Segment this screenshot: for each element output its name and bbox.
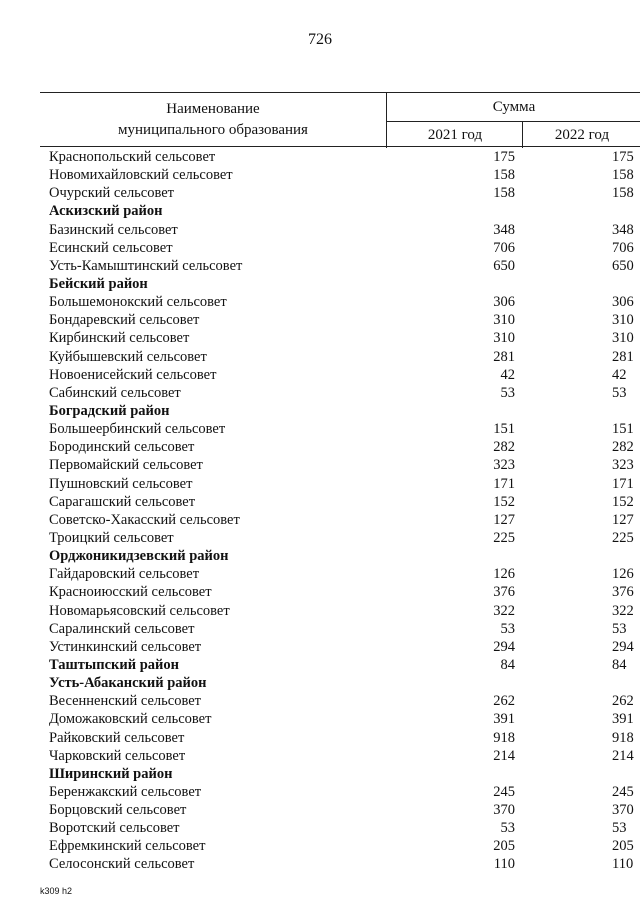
row-value-2022: 282 (612, 439, 634, 456)
row-name: Троицкий сельсовет (49, 529, 174, 546)
row-value-2022: 53 (612, 384, 627, 401)
district-row (0, 765, 640, 783)
row-value-2021: 323 (493, 457, 515, 474)
row-name: Сабинский сельсовет (49, 384, 181, 401)
row-value-2022: 918 (612, 729, 634, 746)
row-name: Куйбышевский сельсовет (49, 348, 207, 365)
row-value-2022: 53 (612, 820, 627, 837)
row-name: Орджоникидзевский район (49, 548, 229, 565)
row-value-2021: 171 (493, 475, 515, 492)
row-name: Таштыпский район (49, 656, 179, 673)
row-value-2021: 245 (493, 783, 515, 800)
row-value-2022: 171 (612, 475, 634, 492)
row-value-2021: 310 (493, 330, 515, 347)
header-name-line2: муниципального образования (118, 122, 308, 138)
district-row (0, 656, 640, 674)
table-row (0, 855, 640, 873)
row-value-2021: 281 (493, 348, 515, 365)
table-row (0, 493, 640, 511)
row-name: Кирбинский сельсовет (49, 330, 190, 347)
row-value-2021: 310 (493, 312, 515, 329)
row-value-2021: 282 (493, 439, 515, 456)
row-value-2021: 214 (493, 747, 515, 764)
row-value-2022: 127 (612, 511, 634, 528)
row-value-2021: 706 (493, 239, 515, 256)
row-name: Бородинский сельсовет (49, 439, 195, 456)
row-name: Очурский сельсовет (49, 185, 175, 202)
row-name: Пушновский сельсовет (49, 475, 193, 492)
header-year-2022: 2022 год (522, 121, 640, 148)
header-name-line1: Наименование (166, 101, 260, 117)
row-name: Воротский сельсовет (49, 820, 180, 837)
row-name: Устинкинский сельсовет (49, 638, 202, 655)
row-name: Советско-Хакасский сельсовет (49, 511, 240, 528)
row-name: Первомайский сельсовет (49, 457, 203, 474)
table-body (0, 148, 640, 874)
row-value-2021: 42 (500, 366, 515, 383)
row-value-2022: 262 (612, 693, 634, 710)
table-row (0, 710, 640, 728)
row-value-2021: 151 (493, 421, 515, 438)
page-number: 726 (308, 31, 332, 48)
table-row (0, 837, 640, 855)
row-name: Новомарьясовский сельсовет (49, 602, 230, 619)
row-name: Усть-Абаканский район (49, 675, 207, 692)
row-name: Ширинский район (49, 765, 173, 782)
row-value-2021: 175 (493, 149, 515, 165)
row-value-2021: 294 (493, 638, 515, 655)
table-row (0, 783, 640, 801)
row-value-2022: 348 (612, 221, 634, 238)
row-value-2021: 918 (493, 729, 515, 746)
table-row (0, 583, 640, 601)
table-row (0, 329, 640, 347)
row-value-2021: 322 (493, 602, 515, 619)
row-value-2022: 245 (612, 783, 634, 800)
table-row (0, 692, 640, 710)
row-value-2022: 84 (612, 656, 627, 673)
row-value-2021: 158 (493, 167, 515, 184)
row-value-2022: 391 (612, 711, 634, 728)
row-value-2022: 110 (612, 856, 634, 873)
table-row (0, 221, 640, 239)
table-row (0, 257, 640, 275)
row-name: Есинский сельсовет (49, 239, 173, 256)
row-value-2022: 650 (612, 257, 634, 274)
row-value-2021: 306 (493, 294, 515, 311)
row-name: Чарковский сельсовет (49, 747, 186, 764)
row-value-2021: 376 (493, 584, 515, 601)
table-row (0, 311, 640, 329)
table-row (0, 565, 640, 583)
row-value-2021: 53 (500, 620, 515, 637)
row-value-2021: 126 (493, 566, 515, 583)
table-row (0, 148, 640, 166)
table-row (0, 819, 640, 837)
row-name: Беренжакский сельсовет (49, 783, 202, 800)
row-value-2021: 84 (500, 656, 515, 673)
district-row (0, 275, 640, 293)
row-name: Боградский район (49, 402, 170, 419)
table-row (0, 529, 640, 547)
row-value-2021: 370 (493, 802, 515, 819)
row-value-2022: 42 (612, 366, 627, 383)
table-row (0, 420, 640, 438)
row-value-2021: 391 (493, 711, 515, 728)
row-value-2022: 310 (612, 312, 634, 329)
table-row (0, 511, 640, 529)
table-row (0, 620, 640, 638)
row-name: Бондаревский сельсовет (49, 312, 200, 329)
table-row (0, 184, 640, 202)
row-value-2022: 53 (612, 620, 627, 637)
row-value-2021: 127 (493, 511, 515, 528)
header-year-2021: 2021 год (386, 121, 523, 148)
table-header (40, 92, 640, 147)
row-value-2021: 53 (500, 820, 515, 837)
table-row (0, 384, 640, 402)
row-name: Саралинский сельсовет (49, 620, 195, 637)
row-name: Райковский сельсовет (49, 729, 185, 746)
row-name: Усть-Камыштинский сельсовет (49, 257, 243, 274)
row-value-2022: 214 (612, 747, 634, 764)
row-name: Бейский район (49, 275, 148, 292)
row-value-2022: 175 (612, 149, 634, 165)
row-value-2021: 158 (493, 185, 515, 202)
row-value-2022: 205 (612, 838, 634, 855)
row-name: Краснопольский сельсовет (49, 149, 216, 165)
row-value-2021: 152 (493, 493, 515, 510)
row-value-2022: 152 (612, 493, 634, 510)
row-name: Борцовский сельсовет (49, 802, 187, 819)
row-value-2022: 225 (612, 529, 634, 546)
row-name: Весенненский сельсовет (49, 693, 201, 710)
row-name: Аскизский район (49, 203, 163, 220)
row-value-2021: 262 (493, 693, 515, 710)
table-row (0, 239, 640, 257)
row-value-2021: 110 (493, 856, 515, 873)
row-name: Большеербинский сельсовет (49, 421, 226, 438)
row-name: Большемонокский сельсовет (49, 294, 227, 311)
row-name: Доможаковский сельсовет (49, 711, 212, 728)
row-value-2022: 294 (612, 638, 634, 655)
row-value-2022: 151 (612, 421, 634, 438)
district-row (0, 202, 640, 220)
table-row (0, 456, 640, 474)
row-value-2022: 706 (612, 239, 634, 256)
row-value-2021: 205 (493, 838, 515, 855)
row-name: Селосонский сельсовет (49, 856, 195, 873)
row-value-2022: 310 (612, 330, 634, 347)
row-name: Базинский сельсовет (49, 221, 178, 238)
district-row (0, 402, 640, 420)
row-name: Новомихайловский сельсовет (49, 167, 233, 184)
row-value-2022: 370 (612, 802, 634, 819)
table-row (0, 293, 640, 311)
table-row (0, 602, 640, 620)
row-value-2022: 322 (612, 602, 634, 619)
row-name: Сарагашский сельсовет (49, 493, 196, 510)
row-value-2022: 281 (612, 348, 634, 365)
table-row (0, 438, 640, 456)
row-value-2021: 53 (500, 384, 515, 401)
row-value-2022: 306 (612, 294, 634, 311)
row-value-2021: 348 (493, 221, 515, 238)
district-row (0, 547, 640, 565)
district-row (0, 674, 640, 692)
header-name-cell (40, 93, 386, 147)
row-value-2022: 158 (612, 185, 634, 202)
row-value-2022: 158 (612, 167, 634, 184)
row-value-2021: 225 (493, 529, 515, 546)
row-value-2021: 650 (493, 257, 515, 274)
table-row (0, 366, 640, 384)
row-value-2022: 323 (612, 457, 634, 474)
row-name: Ефремкинский сельсовет (49, 838, 206, 855)
header-bottom-rule (40, 146, 640, 147)
footer-code: k309 h2 (40, 886, 73, 896)
row-value-2022: 376 (612, 584, 634, 601)
row-name: Новоенисейский сельсовет (49, 366, 217, 383)
table-row (0, 475, 640, 493)
table-row (0, 801, 640, 819)
header-sum: Сумма (386, 93, 640, 121)
table-row (0, 166, 640, 184)
row-value-2022: 126 (612, 566, 634, 583)
table-row (0, 638, 640, 656)
table-row (0, 729, 640, 747)
row-name: Гайдаровский сельсовет (49, 566, 200, 583)
table-row (0, 747, 640, 765)
row-name: Красноиюсский сельсовет (49, 584, 212, 601)
table-row (0, 348, 640, 366)
